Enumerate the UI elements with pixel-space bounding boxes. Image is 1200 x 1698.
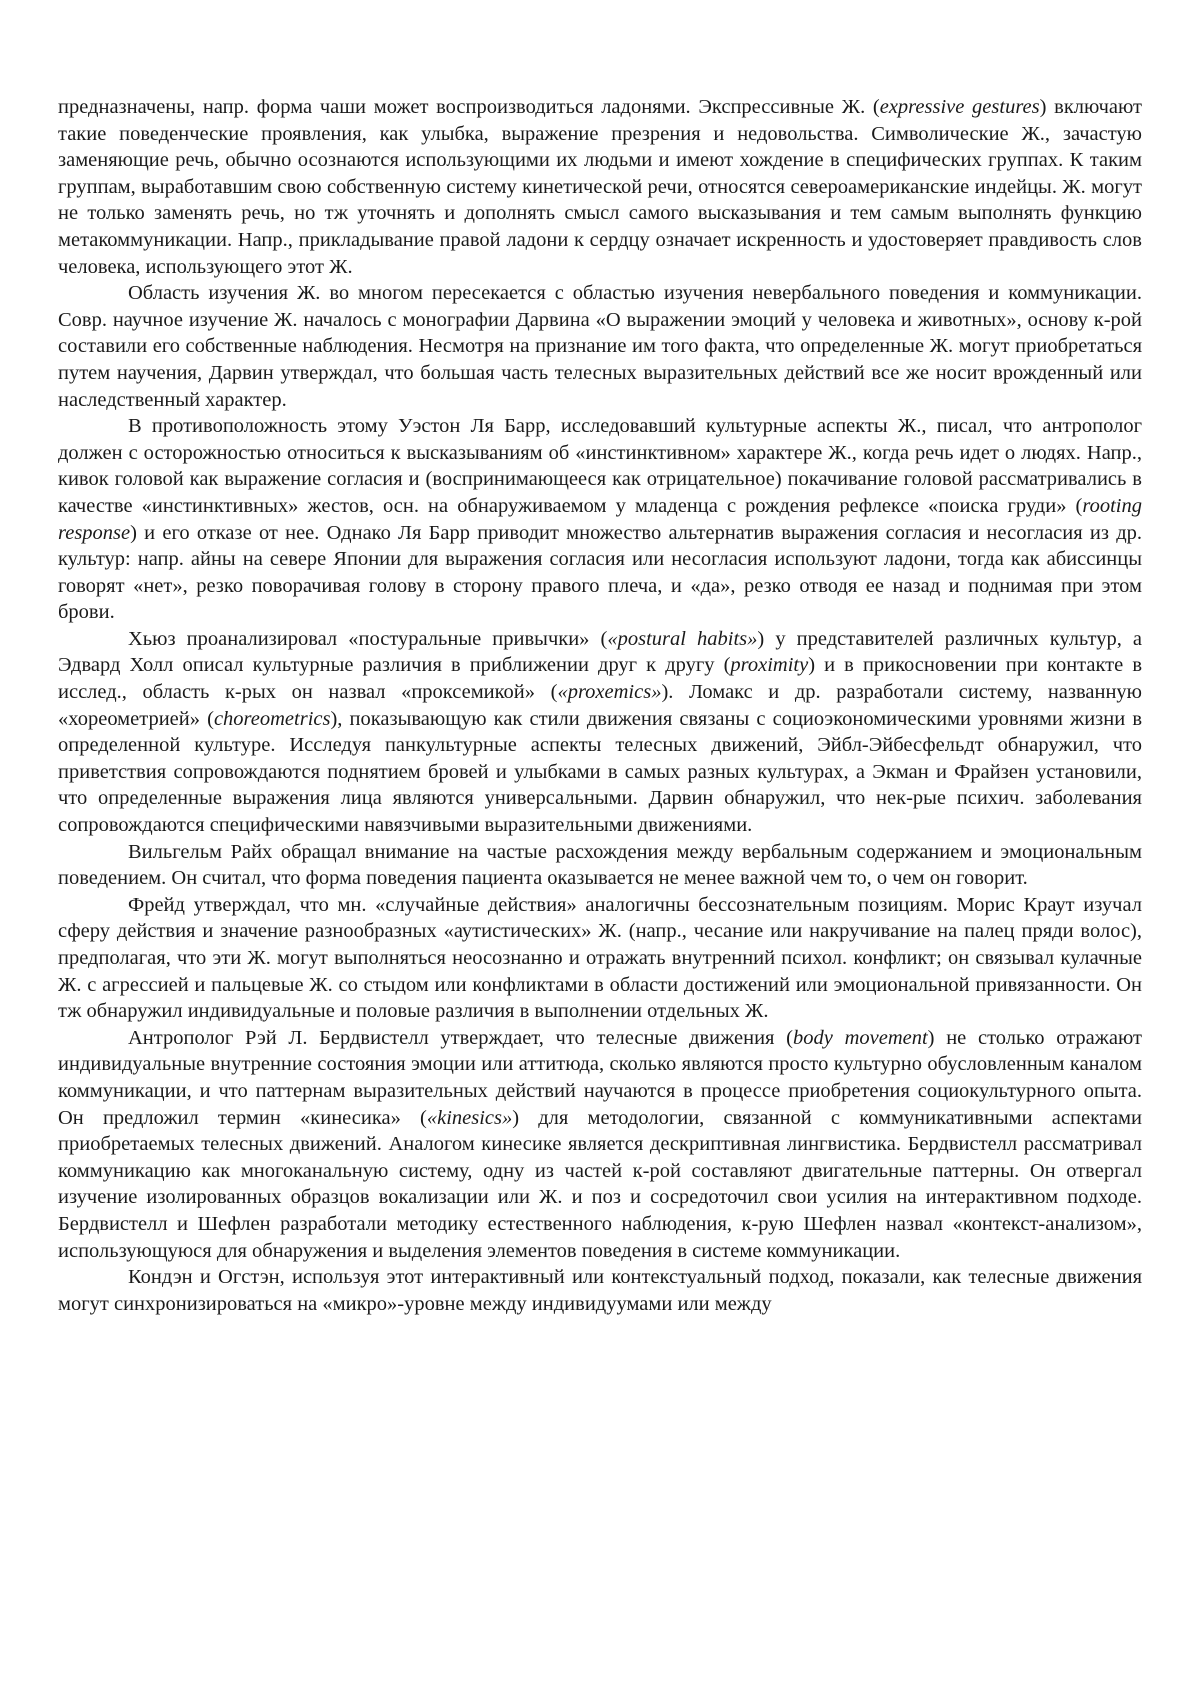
text-run: ), показывающую как стили движения связаны с социоэкономическими уровнями жизни в определенной культуре. Исследуя панкультурные аспекты телесных движений, Эйбл-Эйбесфельдт обнаружил, что приветствия сопровождаются поднятием бровей и улыбками в самых разных культурах, а Экман и Фрайзен установили, что определенные выражения лица являются универсальными. Дарвин обнаружил, что нек-рые психич. заболевания сопровождаются специфическими навязчивыми выразительными движениями. xyxy=(58,707,1143,837)
paragraph xyxy=(58,94,1142,280)
text-run: ) для методологии, связанной с коммуникативными аспектами приобретаемых телесных движений. Аналогом кинесике является дескриптивная лингвистика. Бердвистелл рассматривал коммуникацию как многоканальную систему, одну из частей к-рой составляют двигательные паттерны. Он отвергал изучение изолированных образцов вокализации или Ж. и поз и сосредоточил свои усилия на интерактивном подходе. Бердвистелл и Шефлен разработали методику естественного наблюдения, к-рую Шефлен назвал «контекст-анализом», использующуюся для обнаружения и выделения элементов поведения в системе коммуникации. xyxy=(58,1106,1143,1262)
italic-term: «kinesics» xyxy=(426,1106,513,1129)
italic-term: «proxemics» xyxy=(557,681,662,704)
italic-term: body movement xyxy=(793,1026,928,1049)
text-run: Антрополог Рэй Л. Бердвистелл утверждает, что телесные движения ( xyxy=(128,1026,794,1049)
italic-term: proximity xyxy=(730,654,809,677)
paragraph xyxy=(58,626,1142,839)
text-run: ) не столько отражают индивидуальные внутренние состояния эмоции или аттитюда, сколько являются просто культурно обусловленным каналом коммуникации, и что паттернам выразительных действий научаются в процессе приобретения социокультурного опыта. Он предложил термин «кинесика» ( xyxy=(58,1026,1142,1129)
text-run: Вильгельм Райх обращал внимание на частые расхождения между вербальным содержанием и эмоциональным поведением. Он считал, что форма поведения пациента оказывается не менее важной чем то, о чем он говорит. xyxy=(58,840,1142,890)
paragraph xyxy=(58,280,1142,413)
paragraph xyxy=(58,1264,1142,1317)
text-run: ) и в прикосновении при контакте в исслед., область к-рых он назвал «проксемикой» ( xyxy=(58,654,1142,704)
italic-term: expressive gestures xyxy=(879,96,1040,118)
paragraph xyxy=(58,892,1142,1025)
paragraph xyxy=(58,839,1142,892)
text-run: ) включают такие поведенческие проявления, как улыбка, выражение презрения и недовольства. Символические Ж., зачастую заменяющие речь, обычно осознаются использующими их людьми и имеют хождение в специфических группах. К таким группам, выработавшим свою собственную систему кинетической речи, относятся североамериканские индейцы. Ж. могут не только заменять речь, но тж уточнять и дополнять смысл самого высказывания и тем самым выполнять функцию метакоммуникации. Напр., прикладывание правой ладони к сердцу означает искренность и удостоверяет правдивость слов человека, использующего этот Ж. xyxy=(58,96,1142,278)
italic-term: «postural habits» xyxy=(607,627,758,650)
paragraph xyxy=(58,1025,1142,1264)
text-run: Область изучения Ж. во многом пересекается с областью изучения невербального поведения и коммуникации. Совр. научное изучение Ж. началось с монографии Дарвина «О выражении эмоций у человека и животных», основу к-рой составили его собственные наблюдения. Несмотря на признание им того факта, что определенные Ж. могут приобретаться путем научения, Дарвин утверждал, что большая часть телесных выразительных действий все же носит врожденный или наследственный характер. xyxy=(58,282,1142,411)
text-run: Хьюз проанализировал «постуральные привычки» ( xyxy=(128,627,608,650)
text-run: ) у представителей различных культур, а Эдвард Холл описал культурные различия в приближении друг к другу ( xyxy=(58,627,1143,677)
text-run: Кондэн и Огстэн, используя этот интерактивный или контекстуальный подход, показали, как телесные движения могут синхронизироваться на «микро»-уровне между индивидуумами или между xyxy=(58,1266,1142,1315)
paragraph xyxy=(58,413,1142,626)
text-run: предназначены, напр. форма чаши может воспроизводиться ладонями. Экспрессивные Ж. ( xyxy=(58,96,880,118)
italic-term: rooting response xyxy=(58,494,1142,544)
text-run: ). Ломакс и др. разработали систему, названную «хореометрией» ( xyxy=(58,681,1142,730)
text-run: В противоположность этому Уэстон Ля Барр, исследовавший культурные аспекты Ж., писал, что антрополог должен с осторожностью относиться к высказываниям об «инстинктивном» характере Ж., когда речь идет о людях. Напр., кивок головой как выражение согласия и (воспринимающееся как отрицательное) покачивание головой рассматривались в качестве «инстинктивных» жестов, осн. на обнаруживаемом у младенца с рождения рефлексе «поиска груди» ( xyxy=(58,415,1142,517)
document-page xyxy=(58,94,1142,1317)
text-run: Фрейд утверждал, что мн. «случайные действия» аналогичны бессознательным позициям. Морис Краут изучал сферу действия и значение разнообразных «аутистических» Ж. (напр., чесание или накручивание на палец пряди волос), предполагая, что эти Ж. могут выполняться неосознанно и отражать внутренний психол. конфликт; он связывал кулачные Ж. с агрессией и пальцевые Ж. со стыдом или конфликтами в области достижений или эмоциональной привязанности. Он тж обнаружил индивидуальные и половые различия в выполнении отдельных Ж. xyxy=(58,893,1142,1023)
italic-term: choreometrics xyxy=(213,707,331,730)
text-run: ) и его отказе от нее. Однако Ля Барр приводит множество альтернатив выражения согласия и несогласия из др. культур: напр. айны на севере Японии для выражения согласия или несогласия используют ладони, тогда как абиссинцы говорят «нет», резко поворачивая голову в сторону правого плеча, и «да», резко отводя ее назад и поднимая при этом брови. xyxy=(58,521,1142,624)
